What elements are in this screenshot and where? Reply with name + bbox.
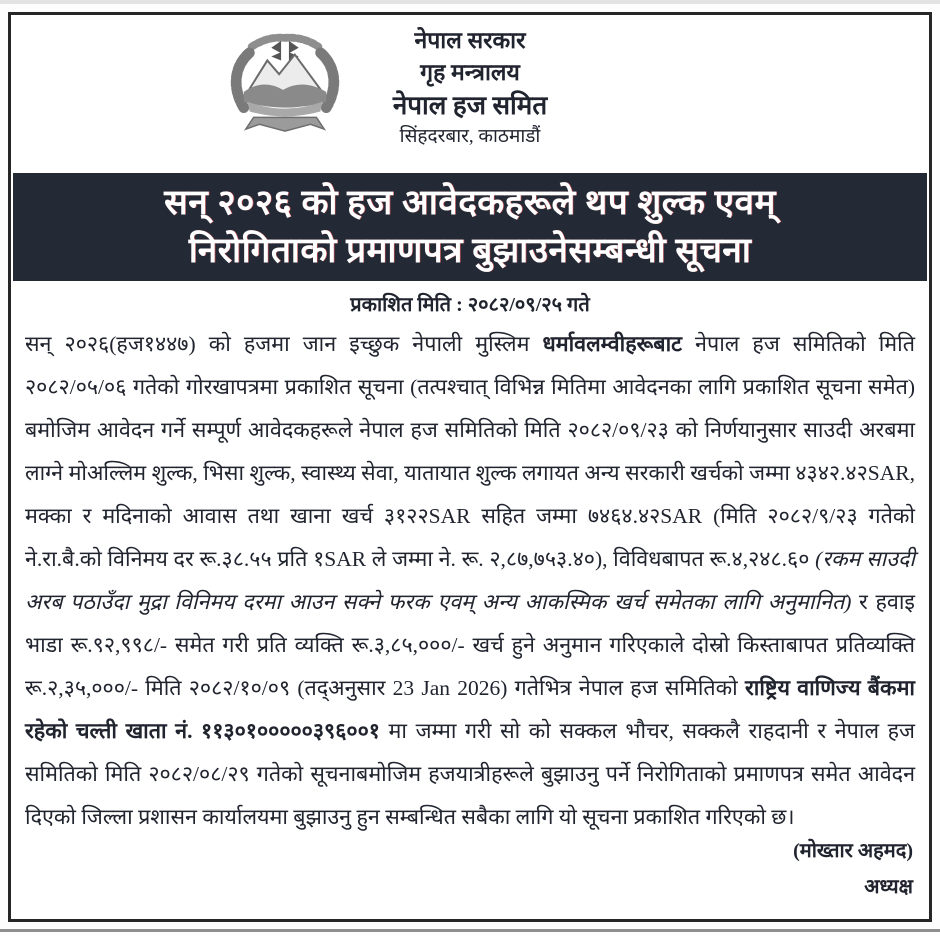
letterhead: [11, 15, 929, 173]
signature-block: [793, 833, 913, 905]
notice-title-line1: सन् २०२६ को हज आवेदकहरूले थप शुल्क एवम्: [164, 183, 776, 223]
published-date: प्रकाशित मिति : २०८२/०९/२५ गते: [350, 294, 590, 316]
body-segment: र हवाइ भाडा रू.९२,९९८/- समेत गरी प्रति व्यक्ति रू.३,८५,०००/- खर्च हुने अनुमान गरिएकाले दोस्रो किस्ताबापत प्रतिव्यक्ति रू.२,३५,०००/- मिति २०८२/१०/०९ (तद्अनुसार 23 Jan 2026) गतेभित्र नेपाल हज समितिको: [25, 590, 915, 700]
body-segment: धर्मावलम्वीहरूबाट: [542, 332, 682, 356]
signatory-name: (मोख्तार अहमद): [793, 840, 913, 862]
notice-title-banner: [13, 173, 927, 281]
body-segment: (रकम साउदी अरब पठाउँदा मुद्रा विनिमय दरमा आउन सक्ने फरक एवम् अन्य आकस्मिक खर्च समेतका लागि अनुमानित): [25, 547, 915, 614]
body-segment: सन् २०२६(हज१४४७) को हजमा जान इच्छुक नेपाली मुस्लिम: [25, 332, 543, 356]
signatory-title: अध्यक्ष: [864, 876, 913, 898]
org-address: सिंहदरबार, काठमाडौं: [399, 126, 541, 147]
body-segment: नेपाल हज समितिको मिति २०८२/०५/०६ गतेको गोरखापत्रमा प्रकाशित सूचना (तत्पश्चात् विभिन्न मितिमा आवेदनका लागि प्रकाशित सूचना समेत) बमोजिम आवेदन गर्ने सम्पूर्ण आवेदकहरूले नेपाल हज समितिको मिति २०८२/०९/२३ को निर्णयानुसार साउदी अरबमा लाग्ने मोअल्लिम शुल्क, भिसा शुल्क, स्वास्थ्य सेवा, यातायात शुल्क लगायत अन्य सरकारी खर्चको जम्मा ४३४२.४२SAR, मक्का र मदिनाको आवास तथा खाना खर्च ३१२२SAR सहित जम्मा ७४६४.४२SAR (मिति २०८२/९/२३ गतेको ने.रा.बै.को विनिमय दर रू.३८.५५ प्रति १SAR ले जम्मा ने. रू. २,८७,७५३.४०), विविधबापत रू.४,२४८.६०: [25, 332, 915, 571]
notice-title-line2: निरोगिताको प्रमाणपत्र बुझाउनेसम्बन्धी सूचना: [188, 231, 752, 270]
letterhead-text: [11, 29, 929, 146]
notice-body: [11, 321, 929, 839]
notice-frame: [8, 12, 932, 922]
org-government: नेपाल सरकार: [414, 28, 526, 53]
page-top-edge: [0, 0, 940, 4]
org-ministry: गृह मन्त्रालय: [420, 60, 520, 85]
org-committee: नेपाल हज समित: [392, 91, 548, 120]
body-segment: राष्ट्रिय वाणिज्य बैंकमा रहेको चल्ती खाता नं. ११३०१०००००३९६००१: [25, 676, 915, 743]
page-bottom-edge: [0, 929, 940, 932]
body-segment: मा जम्मा गरी सो को सक्कल भौचर, सक्कलै राहदानी र नेपाल हज समितिको मिति २०८२/०८/२९ गतेको सूचनाबमोजिम हजयात्रीहरूले बुझाउनु पर्ने निरोगिताको प्रमाणपत्र समेत आवेदन दिएको जिल्ला प्रशासन कार्यालयमा बुझाउनु हुन सम्बन्धित सबैका लागि यो सूचना प्रकाशित गरिएको छ।: [25, 719, 915, 829]
